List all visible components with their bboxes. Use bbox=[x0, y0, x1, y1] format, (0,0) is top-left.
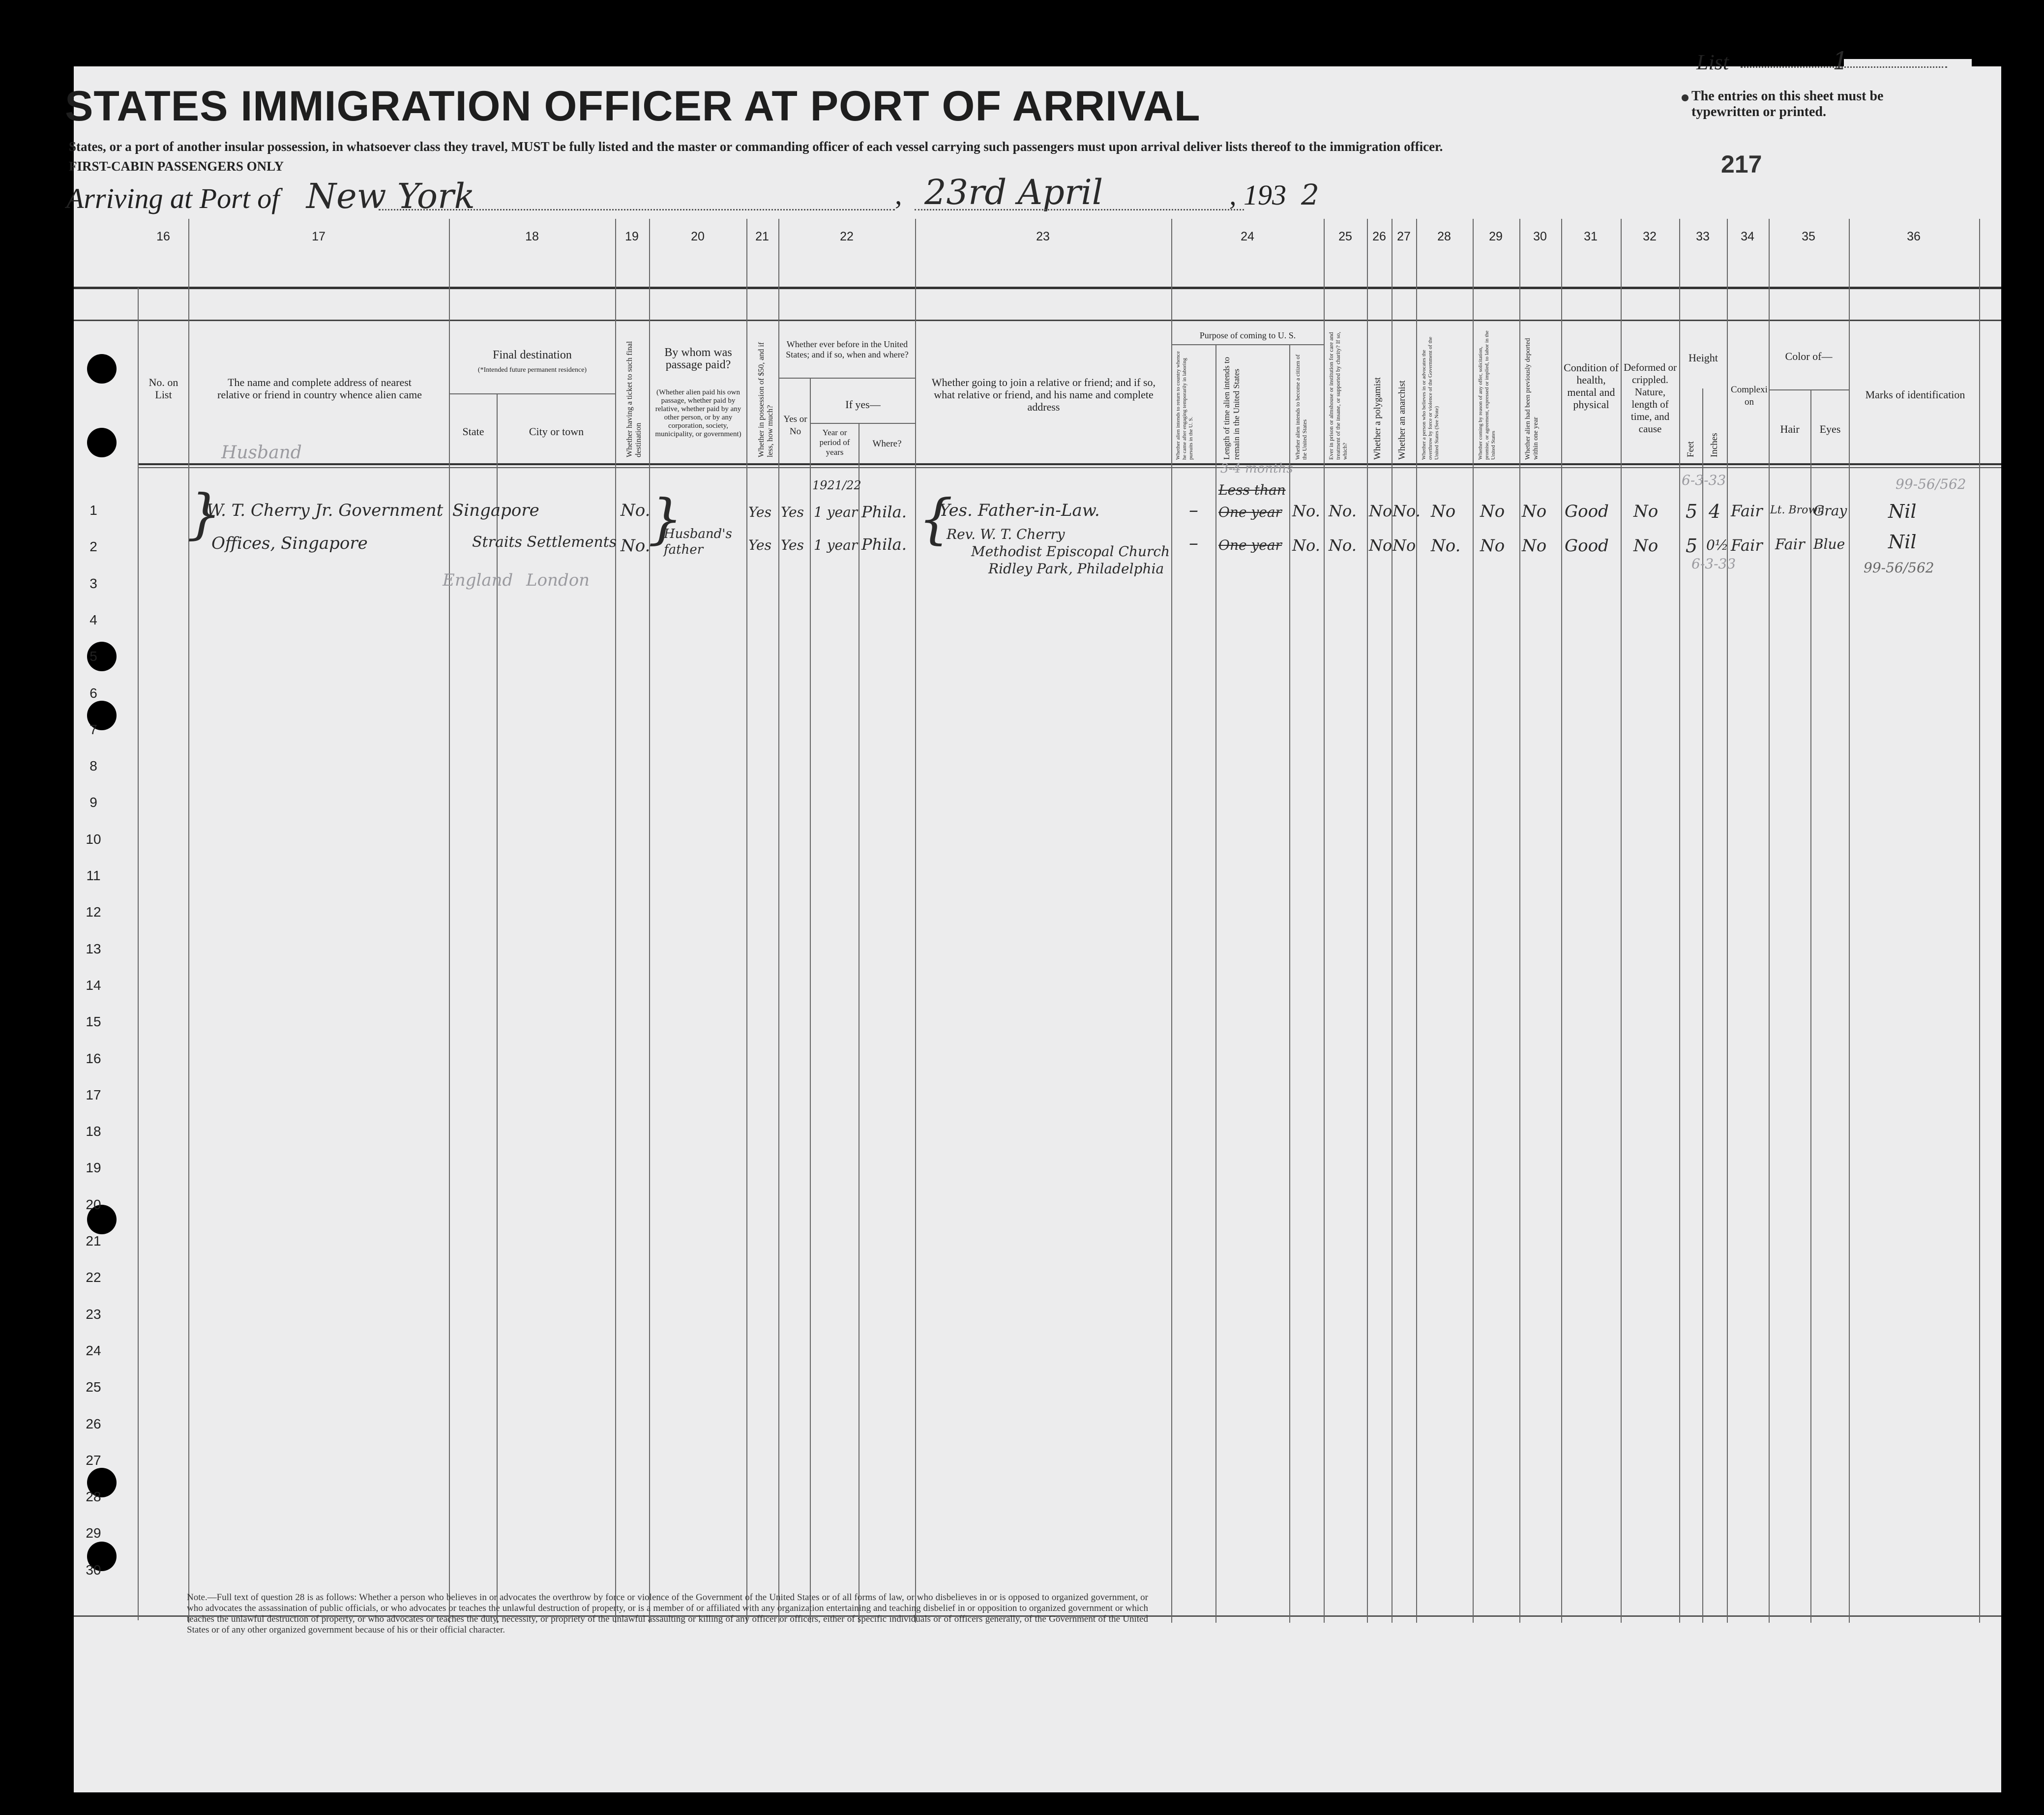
col-line bbox=[1367, 219, 1368, 1623]
r3-city-note: London bbox=[526, 570, 590, 590]
r2-complexion: Fair bbox=[1731, 536, 1763, 555]
col-num-30: 30 bbox=[1533, 230, 1547, 243]
row-number: 11 bbox=[86, 868, 101, 883]
row-number: 23 bbox=[86, 1306, 101, 1322]
col-num-21: 21 bbox=[755, 230, 769, 243]
sub-rule-24 bbox=[1171, 344, 1324, 345]
row-number: 7 bbox=[89, 721, 97, 737]
header-if-yes: If yes— bbox=[845, 398, 881, 411]
header-length-of-stay: Length of time alien intends to remain in the United States bbox=[1222, 357, 1241, 460]
header-eyes: Eyes bbox=[1819, 423, 1841, 435]
row-number: 8 bbox=[89, 758, 97, 774]
r1-deported: No bbox=[1522, 502, 1547, 521]
r1-ticket: No. bbox=[621, 501, 651, 520]
row-number: 17 bbox=[86, 1087, 101, 1102]
annotation-husband: Husband bbox=[221, 443, 302, 463]
col-line bbox=[1849, 219, 1850, 1623]
col-line bbox=[1473, 219, 1474, 1623]
header-fifty-dollars: Whether in possession of $50, and if less, how much? bbox=[757, 342, 774, 457]
row-number: 25 bbox=[86, 1379, 101, 1395]
header-inches: Inches bbox=[1709, 433, 1719, 457]
arrival-date: 23rd April bbox=[924, 172, 1103, 212]
col-line bbox=[1679, 219, 1680, 1623]
header-final-destination-sub: (*Intended future permanent residence) bbox=[477, 366, 587, 374]
row-number: 15 bbox=[86, 1014, 101, 1030]
manifest-sheet bbox=[74, 66, 2001, 1792]
r1-where: Phila. bbox=[861, 503, 907, 521]
r3-join-address: Methodist Episcopal Church bbox=[971, 543, 1170, 560]
col-num-16: 16 bbox=[156, 230, 170, 243]
col-num-19: 19 bbox=[625, 230, 639, 243]
r2-relative: Offices, Singapore bbox=[211, 534, 368, 553]
r2-return-intent: – bbox=[1189, 532, 1198, 554]
r2-ever-before: Yes bbox=[781, 537, 804, 553]
r1-fifty: Yes bbox=[748, 504, 771, 520]
r2-state: Straits Settlements bbox=[472, 534, 617, 551]
row-number: 13 bbox=[86, 941, 101, 956]
r1-year: 1 year bbox=[814, 504, 858, 520]
r2-feet: 5 bbox=[1686, 535, 1698, 557]
r2-marks: Nil bbox=[1888, 531, 1917, 553]
bullet-mark bbox=[1682, 94, 1689, 101]
list-label: List 1 bbox=[1696, 47, 1848, 75]
header-bottom-rule bbox=[138, 463, 2001, 465]
col-num-23: 23 bbox=[1036, 230, 1050, 243]
sub-rule-22b bbox=[810, 423, 915, 424]
row-number: 14 bbox=[86, 977, 101, 993]
header-anarchist: Whether an anarchist bbox=[1397, 380, 1407, 460]
row-number: 28 bbox=[86, 1489, 101, 1505]
bracket-join: { bbox=[918, 487, 953, 550]
question-28-note: Note.—Full text of question 28 is as follows: Whether a person who believes in or advocates the overthrow by force or violence of the Government of the United States or of all forms of law, or who disbelieves in or is opposed to organized government, or who advocates the assassination of public officials, or who advocates or teaches the unlawful destruction of property, or is a member of or affiliated with any organization entertaining and teaching disbelief in or opposition to organized government or which teaches the unlawful destruction of property, or who advocates or teaches the duty, necessity, or propriety of the unlawful assaulting or killing of any officer or officers, either of specific individuals or of officers generally, of the Government of the United States or of any other organized government because of his or their official character. bbox=[187, 1592, 1148, 1635]
r1-state: Singapore bbox=[452, 501, 539, 520]
intro-text: States, or a port of another insular possession, in whatsoever class they travel, MUST be fully listed and the master or commanding officer of each vessel carrying such passengers must upon arrival deliver lists thereof to the immigration officer. bbox=[69, 139, 1443, 154]
col-num-29: 29 bbox=[1489, 230, 1503, 243]
r2-fifty: Yes bbox=[748, 537, 771, 553]
header-feet: Feet bbox=[1686, 441, 1696, 457]
table-top-rule bbox=[74, 287, 2001, 289]
col-line bbox=[1702, 388, 1703, 1623]
r1-return-intent: – bbox=[1189, 499, 1198, 521]
r2-ticket: No. bbox=[621, 536, 651, 556]
r3-state-note: England bbox=[443, 570, 513, 590]
col-num-32: 32 bbox=[1643, 230, 1657, 243]
header-city: City or town bbox=[529, 425, 584, 438]
col-num-34: 34 bbox=[1741, 230, 1754, 243]
sub-rule-22 bbox=[778, 378, 915, 379]
header-marks: Marks of identification bbox=[1865, 388, 1965, 401]
col-num-17: 17 bbox=[312, 230, 326, 243]
col-line bbox=[1561, 219, 1562, 1623]
r1-overthrow: No bbox=[1431, 502, 1456, 521]
r1-citizen: No. bbox=[1292, 502, 1320, 520]
header-prison: Ever in prison or almshouse or institution for care and treatment of the insane, or supported by charity? If so, which? bbox=[1328, 331, 1348, 460]
col-line bbox=[1621, 219, 1622, 1623]
row-number: 30 bbox=[86, 1562, 101, 1577]
col-num-26: 26 bbox=[1372, 230, 1386, 243]
port-name: New York bbox=[306, 176, 475, 216]
arriving-line: Arriving at Port of New York bbox=[66, 176, 475, 216]
bracket-paid: } bbox=[648, 487, 682, 550]
row-number: 29 bbox=[86, 1525, 101, 1541]
col-line bbox=[778, 219, 779, 1623]
r2-year: 1 year bbox=[814, 537, 858, 553]
punch-hole bbox=[87, 428, 117, 457]
row-number: 21 bbox=[86, 1233, 101, 1249]
header-color-of: Color of— bbox=[1785, 350, 1833, 362]
r2-offer-labor: No bbox=[1480, 536, 1505, 556]
col-num-24: 24 bbox=[1241, 230, 1254, 243]
col-line bbox=[1416, 219, 1417, 1623]
col-num-22: 22 bbox=[840, 230, 854, 243]
r1-relative: W. T. Cherry Jr. Government bbox=[207, 501, 444, 520]
list-line bbox=[1741, 66, 1947, 68]
comma-mark: , bbox=[895, 179, 902, 210]
header-ticket: Whether having a ticket to such final destination bbox=[625, 341, 643, 457]
list-number: 1 bbox=[1833, 47, 1848, 75]
sub-rule-35 bbox=[1769, 389, 1849, 390]
row-number: 3 bbox=[89, 575, 97, 591]
r2-health: Good bbox=[1565, 536, 1609, 556]
r1-anarchist: No. bbox=[1392, 502, 1421, 520]
r2-overthrow: No. bbox=[1431, 536, 1461, 556]
r2-stay: One year bbox=[1218, 537, 1282, 553]
header-become-citizen: Whether alien intends to become a citizen of the United States bbox=[1294, 354, 1308, 460]
r2-inches: 0½ bbox=[1706, 537, 1728, 553]
row-number: 2 bbox=[89, 539, 97, 555]
col-line bbox=[1769, 219, 1770, 1623]
r1-feet: 5 bbox=[1686, 501, 1698, 522]
header-passage-paid-sub: (Whether alien paid his own passage, whether paid by relative, whether paid by any other person, or by any corporation, society, municipality, or government) bbox=[655, 388, 741, 438]
sub-rule-18 bbox=[449, 393, 615, 394]
col-num-28: 28 bbox=[1437, 230, 1451, 243]
r1-stay-struck: Less than bbox=[1218, 482, 1286, 498]
row-number: 19 bbox=[86, 1160, 101, 1176]
col-line bbox=[1289, 344, 1290, 1623]
col-line bbox=[915, 219, 916, 1623]
col-num-33: 33 bbox=[1696, 230, 1710, 243]
r1-complexion: Fair bbox=[1731, 502, 1763, 520]
row-number: 24 bbox=[86, 1342, 101, 1358]
page-title: STATES IMMIGRATION OFFICER AT PORT OF ARRIVAL bbox=[65, 83, 1201, 130]
header-year-period: Year or period of years bbox=[819, 428, 850, 457]
r4-join-city: Ridley Park, Philadelphia bbox=[988, 561, 1164, 577]
r2-polygamist: No bbox=[1369, 536, 1392, 555]
col-line bbox=[1215, 344, 1216, 1623]
punch-hole bbox=[87, 354, 117, 384]
header-deported: Whether alien had been previously deported within one year bbox=[1524, 338, 1540, 460]
header-offer-labor: Whether coming by reason of any offer, solicitation, promise, or agreement, expressed or implied, to labor in the United States bbox=[1478, 330, 1496, 460]
col-line bbox=[138, 288, 139, 1620]
r1-year-top: 1921/22 bbox=[812, 478, 861, 492]
row-number: 12 bbox=[86, 904, 101, 920]
col-line bbox=[188, 219, 189, 1623]
col-num-20: 20 bbox=[691, 230, 705, 243]
col-num-36: 36 bbox=[1907, 230, 1921, 243]
row-number: 27 bbox=[86, 1452, 101, 1468]
header-complexion: Complexion bbox=[1731, 385, 1768, 407]
stamp-right-bottom: 99-56/562 bbox=[1864, 560, 1934, 576]
row-number: 18 bbox=[86, 1124, 101, 1139]
stamp-top: 6-3-33 bbox=[1682, 472, 1726, 488]
header-where: Where? bbox=[872, 439, 902, 449]
header-join-relative: Whether going to join a relative or friend; and if so, what relative or friend, and his name and complete address bbox=[931, 376, 1156, 413]
header-ever-before: Whether ever before in the United States; and if so, when and where? bbox=[786, 339, 909, 359]
r2-hair: Fair bbox=[1775, 536, 1805, 553]
sheet-number: 217 bbox=[1721, 150, 1762, 178]
col-line bbox=[746, 219, 747, 1623]
col-line bbox=[1727, 219, 1728, 1623]
row-number: 1 bbox=[89, 503, 97, 518]
r2-eyes: Blue bbox=[1813, 536, 1845, 552]
header-health: Condition of health, mental and physical bbox=[1564, 361, 1619, 411]
col-line bbox=[1324, 219, 1325, 1623]
col-num-25: 25 bbox=[1338, 230, 1352, 243]
row-number: 6 bbox=[89, 685, 97, 701]
header-polygamist: Whether a polygamist bbox=[1372, 377, 1383, 460]
header-no-on-list: No. on List bbox=[148, 376, 178, 401]
col-num-35: 35 bbox=[1802, 230, 1815, 243]
port-line bbox=[379, 209, 895, 210]
r1-inches: 4 bbox=[1709, 501, 1721, 522]
col-num-18: 18 bbox=[525, 230, 539, 243]
col-line bbox=[1979, 219, 1980, 1623]
header-height: Height bbox=[1689, 352, 1718, 364]
r1-stay: One year bbox=[1218, 504, 1282, 520]
row-number: 10 bbox=[86, 831, 101, 847]
stamp-right-top: 99-56/562 bbox=[1896, 476, 1966, 492]
header-hair: Hair bbox=[1780, 423, 1800, 435]
col-line bbox=[649, 219, 650, 1623]
r2-where: Phila. bbox=[861, 535, 907, 554]
r2-citizen: No. bbox=[1292, 536, 1320, 555]
col-num-31: 31 bbox=[1584, 230, 1598, 243]
header-relative-address: The name and complete address of nearest relative or friend in country whence alien came bbox=[217, 376, 422, 401]
row-number: 5 bbox=[89, 649, 97, 664]
col-num-27: 27 bbox=[1397, 230, 1411, 243]
row-number: 26 bbox=[86, 1416, 101, 1431]
header-double-rule bbox=[138, 467, 2001, 468]
bracket-rows-1-2: } bbox=[187, 482, 221, 545]
col-line bbox=[1171, 219, 1172, 1623]
r2-join-name: Rev. W. T. Cherry bbox=[947, 526, 1065, 542]
col-line bbox=[1810, 389, 1811, 1623]
header-yes-no: Yes or No bbox=[783, 414, 807, 437]
col-line bbox=[810, 379, 811, 1623]
date-line bbox=[915, 209, 1244, 210]
r2-paid: Husband's father bbox=[664, 527, 732, 557]
header-state: State bbox=[462, 425, 484, 438]
header-passage-paid: By whom was passage paid? bbox=[664, 346, 732, 371]
stamp-bottom: 6-3-33 bbox=[1691, 556, 1736, 572]
column-number-rule bbox=[74, 320, 2001, 321]
r2-deformed: No bbox=[1633, 536, 1659, 556]
r1-marks: Nil bbox=[1888, 501, 1917, 522]
row-number: 20 bbox=[86, 1196, 101, 1212]
header-deformed: Deformed or crippled. Nature, length of time, and cause bbox=[1624, 361, 1677, 435]
r1-stay-note: 3-4 months bbox=[1220, 461, 1293, 476]
col-line bbox=[615, 219, 616, 1623]
header-final-destination: Final destination bbox=[493, 349, 572, 361]
r1-ever-before: Yes bbox=[781, 504, 804, 520]
row-number: 22 bbox=[86, 1270, 101, 1285]
arrival-year: , 193 2 bbox=[1229, 178, 1319, 211]
r1-prison: No. bbox=[1329, 502, 1357, 520]
r1-hair: Lt. Brown bbox=[1770, 504, 1825, 516]
r1-eyes: Gray bbox=[1813, 503, 1847, 519]
row-number: 9 bbox=[89, 795, 97, 810]
r1-join: Yes. Father-in-Law. bbox=[939, 501, 1100, 520]
header-intends-return: Whether alien intends to return to country whence he came after engaging temporarily in laboring pursuits in the U. S. bbox=[1175, 351, 1194, 460]
r2-anarchist: No bbox=[1392, 536, 1416, 555]
col-line bbox=[1519, 219, 1520, 1623]
header-overthrow: Whether a person who believes in or advocates the overthrow by force or violence of the Government of the United States (See Note) bbox=[1421, 336, 1440, 460]
r1-deformed: No bbox=[1633, 502, 1659, 521]
header-purpose: Purpose of coming to U. S. bbox=[1199, 330, 1296, 340]
first-cabin-label: FIRST-CABIN PASSENGERS ONLY bbox=[69, 159, 284, 174]
r2-prison: No. bbox=[1329, 536, 1357, 555]
r1-polygamist: No bbox=[1369, 502, 1392, 520]
entries-note: The entries on this sheet must be typewritten or printed. bbox=[1691, 89, 1884, 119]
r2-deported: No bbox=[1522, 536, 1547, 556]
r1-offer-labor: No bbox=[1480, 502, 1505, 521]
row-number: 16 bbox=[86, 1050, 101, 1066]
r1-health: Good bbox=[1565, 502, 1609, 521]
row-number: 4 bbox=[89, 612, 97, 627]
